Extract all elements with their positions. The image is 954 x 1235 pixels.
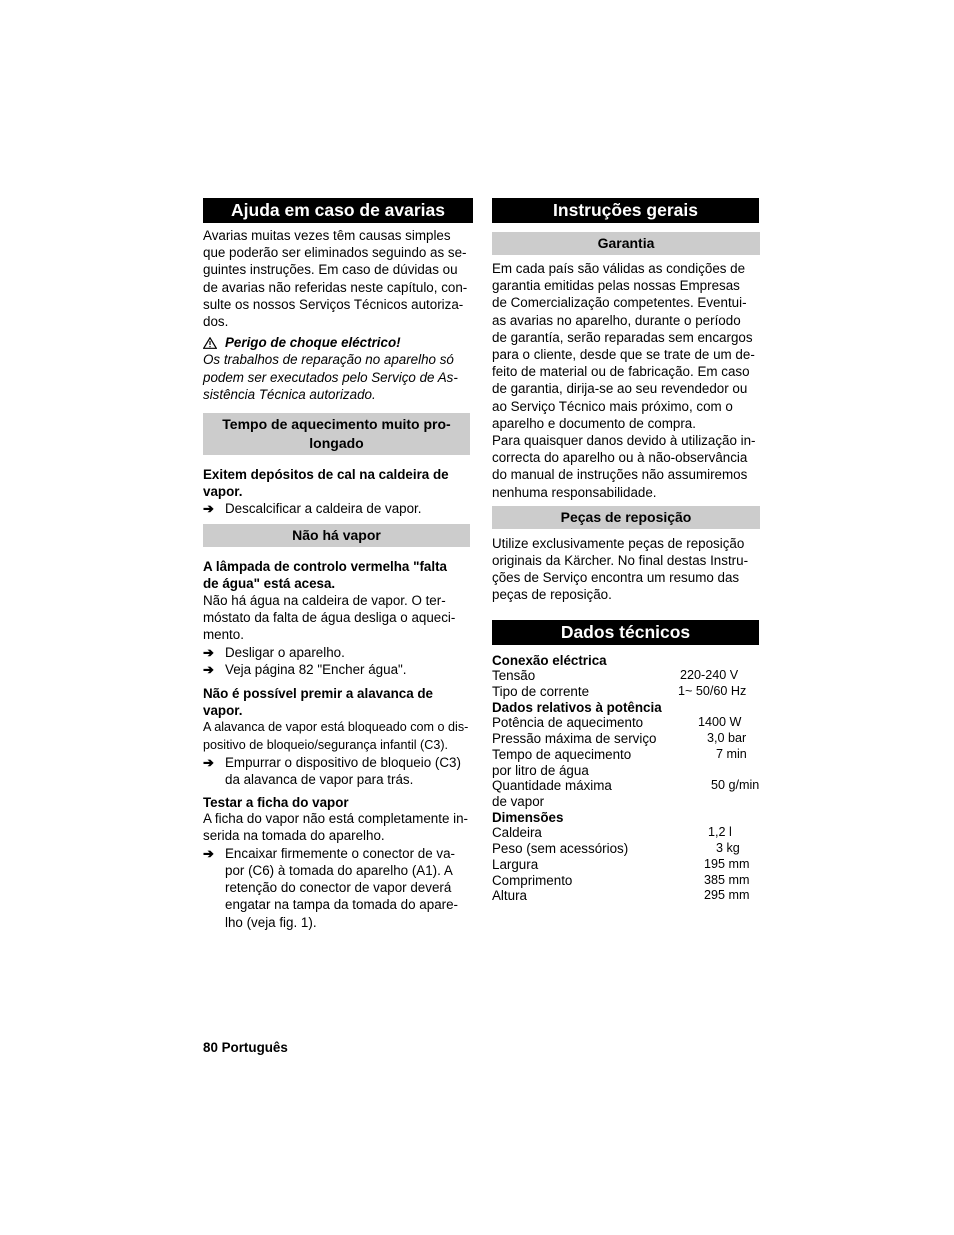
- arrow-icon: ➔: [203, 845, 214, 861]
- text-line: por (C6) à tomada do aparelho (A1). A: [225, 862, 453, 878]
- text-line: guintes instruções. Em caso de dúvidas ou: [203, 262, 458, 278]
- spec-label: de vapor: [492, 793, 545, 809]
- warning-triangle-icon: [203, 337, 217, 349]
- spec-label: Altura: [492, 888, 527, 904]
- spec-row: [492, 888, 762, 904]
- action-text: Veja página 82 "Encher água".: [225, 661, 407, 677]
- spec-row: [492, 857, 762, 873]
- text-line: Utilize exclusivamente peças de reposição: [492, 535, 745, 551]
- arrow-icon: ➔: [203, 501, 214, 517]
- spec-row: [492, 841, 762, 857]
- problem-red-lamp: [203, 558, 475, 592]
- text-line: originais da Kärcher. No final destas Instru-: [492, 553, 749, 569]
- left-column: [203, 198, 475, 931]
- spec-value: 50 g/min: [711, 778, 760, 793]
- text-line: Encaixar firmemente o conector de va-: [225, 845, 455, 861]
- action-text: [225, 845, 475, 931]
- spec-section-title: Conexão eléctrica: [492, 652, 607, 668]
- problem-limescale: [203, 466, 475, 500]
- text-line: podem ser executados pelo Serviço de As-: [203, 369, 458, 385]
- spec-label: Comprimento: [492, 872, 573, 888]
- spec-row: [492, 778, 762, 794]
- text-line: Em cada país são válidas as condições de: [492, 261, 746, 276]
- subheading-long-heating: [203, 413, 470, 455]
- spec-row: [492, 873, 762, 889]
- arrow-icon: ➔: [203, 661, 214, 677]
- text-line: engatar na tampa da tomada do apare-: [225, 897, 459, 913]
- text-line: de avarias não referidas neste capítulo, con-: [203, 279, 468, 295]
- spec-value: 1,2 l: [708, 825, 732, 840]
- action-text: Descalcificar a caldeira de vapor.: [225, 501, 422, 517]
- problem-steam-plug-text: [203, 810, 475, 844]
- text-line: dos.: [203, 314, 229, 330]
- spec-value: 3,0 bar: [707, 731, 747, 746]
- action-insert-plug: [203, 845, 475, 931]
- spec-value: 295 mm: [704, 888, 750, 903]
- spec-label: Largura: [492, 856, 539, 872]
- text-line: Os trabalhos de reparação no aparelho só: [203, 352, 454, 368]
- warning-title: Perigo de choque eléctrico!: [225, 335, 401, 351]
- arrow-icon: ➔: [203, 644, 214, 660]
- spec-value: 195 mm: [704, 856, 750, 871]
- text-line: serida na tomada do aparelho.: [203, 828, 385, 844]
- page-footer: 80 Português: [203, 1040, 288, 1055]
- text-line: nenhuma responsabilidade.: [492, 484, 657, 500]
- intro-paragraph: [203, 227, 475, 330]
- spec-label: Caldeira: [492, 825, 542, 841]
- text-line: vapor.: [203, 703, 243, 719]
- section-heading-tech-data: Dados técnicos: [492, 620, 759, 645]
- action-descale: [203, 500, 475, 517]
- spec-label: Potência de aquecimento: [492, 715, 644, 731]
- text-line: da alavanca de vapor para trás.: [225, 772, 414, 788]
- text-line: Não há água na caldeira de vapor. O ter-: [203, 593, 446, 609]
- action-see-page: [203, 661, 475, 678]
- text-line: sistência Técnica autorizado.: [203, 386, 376, 402]
- action-text: [225, 754, 475, 788]
- warning-text: [203, 351, 475, 403]
- text-line: A alavanca de vapor está bloqueado com o dis-: [203, 720, 469, 735]
- section-heading-general: Instruções gerais: [492, 198, 759, 223]
- text-line: que poderão ser eliminados seguindo as se-: [203, 245, 467, 261]
- text-line: feito de material ou de fabricação. Em caso: [492, 364, 750, 380]
- spec-value: 7 min: [716, 746, 747, 761]
- text-line: mento.: [203, 627, 244, 643]
- warning-title-row: [203, 334, 475, 351]
- warranty-text: [492, 260, 762, 501]
- action-push-lock: [203, 754, 475, 788]
- text-line: lho (veja fig. 1).: [225, 914, 317, 930]
- text-line: peças de reposição.: [492, 587, 612, 603]
- problem-red-lamp-text: [203, 592, 475, 644]
- text-line: as avarias no aparelho, durante o período: [492, 312, 741, 328]
- action-text: Desligar o aparelho.: [225, 644, 345, 660]
- spec-row: [492, 794, 762, 810]
- text-line: ções de Serviço encontra um resumo das: [492, 570, 740, 586]
- spec-row: [492, 763, 762, 779]
- text-line: Avarias muitas vezes têm causas simples: [203, 228, 451, 243]
- text-line: vapor.: [203, 484, 243, 500]
- spec-value: 385 mm: [704, 872, 750, 887]
- spec-value: 3 kg: [716, 841, 740, 856]
- text-line: positivo de bloqueio/segurança infantil (C3).: [203, 737, 449, 752]
- spec-label: Tipo de corrente: [492, 684, 590, 700]
- spec-row: [492, 825, 762, 841]
- text-line: Não é possível premir a alavanca de: [203, 686, 433, 702]
- subheading-no-steam: Não há vapor: [203, 524, 470, 547]
- text-line: longado: [309, 435, 364, 452]
- spec-label: Peso (sem acessórios): [492, 841, 629, 857]
- text-line: correcta do aparelho ou à não-observância: [492, 450, 748, 466]
- text-line: retenção do conector de vapor deverá: [225, 880, 452, 896]
- spec-row: [492, 684, 762, 700]
- spec-row: [492, 715, 762, 731]
- problem-lever: [203, 685, 475, 719]
- text-line: ao Serviço Técnico mais próximo, com o: [492, 398, 733, 414]
- text-line: garantia emitidas pelas nossas Empresas: [492, 278, 740, 294]
- subheading-warranty: Garantia: [492, 232, 760, 255]
- text-line: A ficha do vapor não está completamente in-: [203, 811, 468, 827]
- text-line: Tempo de aquecimento muito pro-: [222, 416, 451, 433]
- text-line: de garantia, dirija-se ao seu revendedor ou: [492, 381, 748, 397]
- text-line: aparelho e documento de compra.: [492, 415, 696, 431]
- problem-steam-plug: Testar a ficha do vapor: [203, 795, 349, 811]
- text-line: A lâmpada de controlo vermelha "falta: [203, 558, 447, 574]
- spec-section-title: Dimensões: [492, 809, 564, 825]
- spec-value: 220-240 V: [680, 668, 739, 683]
- section-heading-troubleshooting: Ajuda em caso de avarias: [203, 198, 473, 223]
- spec-label: Tempo de aquecimento: [492, 746, 632, 762]
- text-line: Empurrar o dispositivo de bloqueio (C3): [225, 754, 461, 770]
- text-line: sulte os nossos Serviços Técnicos autoriza-: [203, 296, 464, 312]
- spare-parts-text: [492, 535, 762, 604]
- spec-row: [492, 731, 762, 747]
- text-line: Exitem depósitos de cal na caldeira de: [203, 467, 449, 483]
- text-line: para o cliente, desde que se trate de um de-: [492, 347, 755, 363]
- text-line: móstato da falta de água desliga o aqueci-: [203, 610, 456, 626]
- right-column: [492, 198, 762, 904]
- text-line: de garantía, serão reparadas sem encargos: [492, 329, 753, 345]
- action-switch-off: [203, 644, 475, 661]
- text-line: de Comercialização competentes. Eventui-: [492, 295, 747, 311]
- spec-label: Tensão: [492, 668, 536, 684]
- spec-label: Pressão máxima de serviço: [492, 731, 657, 747]
- spec-value: 1~ 50/60 Hz: [678, 684, 747, 699]
- text-line: de água" está acesa.: [203, 575, 336, 591]
- spec-section-title: Dados relativos à potência: [492, 699, 662, 715]
- text-line: Para quaisquer danos devido à utilização in-: [492, 433, 756, 449]
- spec-label: Quantidade máxima: [492, 778, 612, 794]
- spec-row: [492, 747, 762, 763]
- arrow-icon: ➔: [203, 754, 214, 770]
- spec-label: por litro de água: [492, 762, 589, 778]
- problem-lever-text: [203, 719, 475, 753]
- spec-value: 1400 W: [698, 715, 742, 730]
- text-line: do manual de instruções não assumiremos: [492, 467, 748, 483]
- spec-row: [492, 668, 762, 684]
- subheading-spare-parts: Peças de reposição: [492, 506, 760, 529]
- tech-specs-table: [492, 653, 762, 904]
